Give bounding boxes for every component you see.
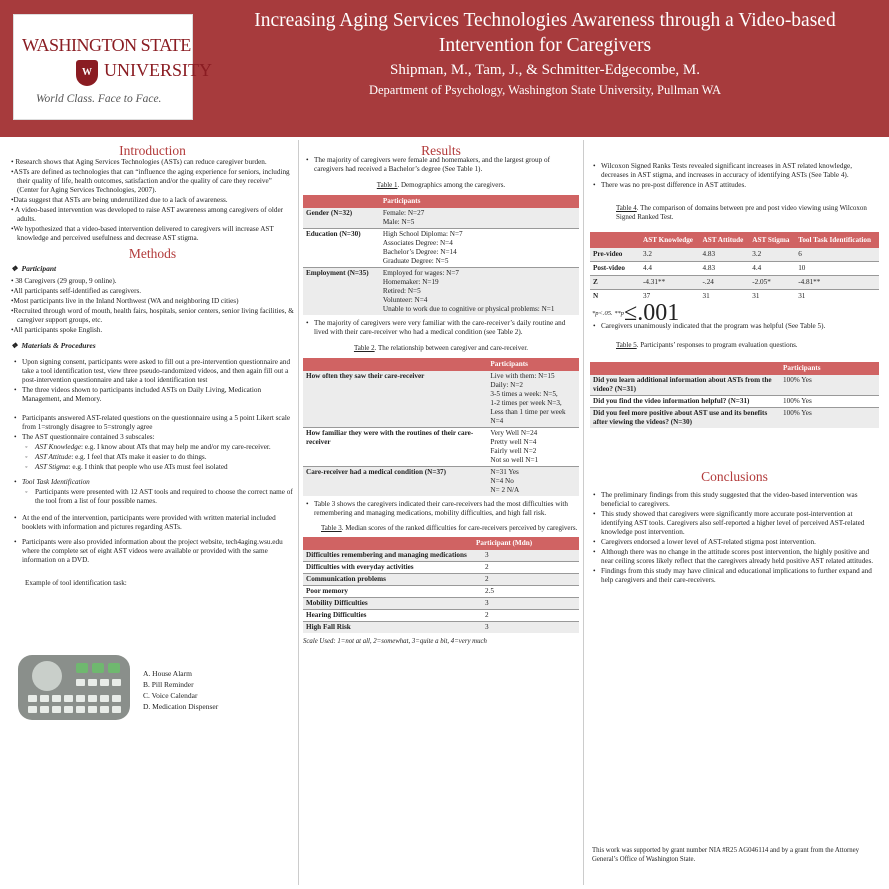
- key-icon: [76, 706, 85, 713]
- column-left: [11, 140, 294, 885]
- cell: 3.2: [749, 248, 795, 262]
- row-values: Employed for wages: N=7 Homemaker: N=19 Retired: N=5 Volunteer: N=4 Unable to work due to cognitive or physical problems: N=1: [380, 268, 579, 316]
- table-row: [590, 375, 879, 396]
- key-icon: [88, 679, 97, 686]
- results-bullets-2: [303, 319, 579, 337]
- key-icon: [100, 679, 109, 686]
- table5-corner: [590, 362, 780, 375]
- key-icon: [76, 679, 85, 686]
- cell: 3.2: [640, 248, 700, 262]
- key-icon: [88, 695, 97, 702]
- tool-option: A. House Alarm: [143, 669, 192, 678]
- row-label: Did you learn additional information about ASTs from the video? (N=31): [590, 375, 780, 396]
- row-label: How often they saw their care-receiver: [303, 371, 487, 428]
- intro-bullet: •ASTs are defined as technologies that can “influence the aging experience for seniors, including their quality of life, health outcomes, satisfaction and/or the quality of care they receive” (Center for Aging Services Technologies, 2007).: [11, 168, 290, 194]
- cell: 31: [749, 290, 795, 304]
- row-value: 100% Yes: [780, 375, 879, 396]
- row-label: Communication problems: [303, 574, 473, 586]
- tool-option: C. Voice Calendar: [143, 691, 198, 700]
- cell: 10: [795, 262, 879, 276]
- row-values: Live with them: N=15 Daily: N=2 3-5 times a week: N=5, 1-2 times per week N=3, Less than 1 time per week N=4: [487, 371, 579, 428]
- table-row: [303, 208, 579, 229]
- cougar-seal-icon: W: [76, 60, 98, 86]
- participant-heading: ❖ Participant: [11, 264, 57, 273]
- row-value: 3: [473, 622, 579, 634]
- conclusion-bullet: • Caregivers endorsed a lower level of AST-related stigma post intervention.: [590, 538, 879, 547]
- column-right: [588, 140, 881, 885]
- scale-note: Scale Used: 1=not at all, 2=somewhat, 3=quite a bit, 4=very much: [303, 638, 487, 645]
- cell: -4.31**: [640, 276, 700, 290]
- acknowledgment: This work was supported by grant number NIA #R25 AG046114 and by a grant from the Attorney General’s Office of Washington State.: [592, 847, 860, 863]
- participant-bullet: •Most participants live in the Inland Northwest (WA and neighboring ID cities): [11, 297, 239, 305]
- conclusion-bullet: • Although there was no change in the attitude scores post intervention, the highly positive and near ceiling scores likely reflect that the caregivers already held positive AST related attitudes.: [590, 548, 879, 566]
- logo-line1: WASHINGTON STATE: [22, 35, 191, 55]
- results-bullet: • The majority of caregivers were very familiar with the care-receiver’s daily routine and lived with their care-receiver who had a medical condition (see Table 2).: [303, 319, 579, 337]
- table-row: [303, 371, 579, 428]
- tool-option: D. Medication Dispenser: [143, 702, 219, 711]
- table3-header: Participant (Mdn): [473, 537, 579, 550]
- conclusions-heading: Conclusions: [701, 469, 768, 485]
- row-values: High School Diploma: N=7 Associates Degree: N=4 Bachelor’s Degree: N=14 Graduate Degree: N=5: [380, 229, 579, 268]
- row-value: 2: [473, 562, 579, 574]
- table-row: [590, 396, 879, 408]
- end-bullet: • Participants were also provided information about the project website, tech4aging.wsu.edu where the complete set of eight AST videos were available or provided with the same information on a DVD.: [11, 538, 294, 565]
- table-row: [303, 586, 579, 598]
- row-value: 100% Yes: [780, 396, 879, 408]
- row-label: Hearing Difficulties: [303, 610, 473, 622]
- table1-demographics: [303, 195, 579, 315]
- subscale-item: ◦ AST Stigma: e.g. I think that people who use ATs must feel isolated: [11, 463, 294, 472]
- cell: -4.81**: [795, 276, 879, 290]
- table-row: [303, 467, 579, 497]
- table4-wilcoxon: [590, 232, 879, 303]
- intro-bullet: •Data suggest that ASTs are being underutilized due to a lack of awareness.: [11, 196, 228, 204]
- table1-header: Participants: [380, 195, 579, 208]
- row-label: Poor memory: [303, 586, 473, 598]
- helpful-bullet-list: [590, 322, 879, 331]
- conclusion-bullet: • The preliminary findings from this study suggested that the video-based intervention was beneficial to caregivers.: [590, 491, 879, 509]
- table5-caption: Table 5. Participants’ responses to program evaluation questions.: [616, 341, 798, 350]
- row-label: Z: [590, 276, 640, 290]
- poster-title: Increasing Aging Services Technologies Awareness through a Video-based Intervention for Caregivers: [254, 10, 836, 56]
- participant-bullet: •All participants spoke English.: [11, 326, 103, 334]
- row-values: Female: N=27 Male: N=5: [380, 208, 579, 229]
- results-bullets-3: [303, 500, 579, 518]
- questionnaire-bullet: • Participants answered AST-related questions on the questionnaire using a 5 point Likert scale from 1=strongly disagree to 5=strongly agree: [11, 414, 294, 432]
- end-bullet: • At the end of the intervention, participants were provided with written material included booklets with information and pictures regarding ASTs.: [11, 514, 294, 532]
- key-icon: [64, 695, 73, 702]
- table-row: [303, 574, 579, 586]
- wilcoxon-bullets: [590, 162, 879, 190]
- row-label: N: [590, 290, 640, 304]
- key-icon: [28, 706, 37, 713]
- p-value-note: *p<.05. **p≤.001: [592, 300, 680, 327]
- poster-authors: Shipman, M., Tam, J., & Schmitter-Edgecombe, M.: [389, 62, 700, 78]
- green-button-icon: [76, 663, 88, 673]
- conclusion-bullets: [590, 491, 879, 585]
- cell: 31: [795, 290, 879, 304]
- intro-heading: Introduction: [119, 143, 186, 158]
- table-row: [303, 562, 579, 574]
- key-icon: [112, 706, 121, 713]
- results-bullets-1: [303, 156, 579, 174]
- table-row: [303, 268, 579, 316]
- table-row: [303, 622, 579, 634]
- tool-options: [143, 668, 218, 712]
- table-row: [590, 262, 879, 276]
- table5-header: Participants: [780, 362, 879, 375]
- cell: 4.4: [749, 262, 795, 276]
- tool-bullet: ◦ Participants were presented with 12 AST tools and required to choose the correct name of the tool from a list of four possible names.: [11, 488, 294, 506]
- questionnaire-bullet: • The AST questionnaire contained 3 subscales:: [11, 433, 294, 442]
- cell: -.24: [700, 276, 750, 290]
- key-icon: [100, 695, 109, 702]
- row-label: High Fall Risk: [303, 622, 473, 634]
- table4-header: [590, 232, 640, 248]
- table4-header: AST Knowledge: [640, 232, 700, 248]
- tool-example-image: [18, 655, 130, 720]
- table3-caption: Table 3. Median scores of the ranked difficulties for care-receivers perceived by caregivers.: [321, 524, 578, 532]
- table2-relationship: [303, 358, 579, 496]
- subscale-item: ◦ AST Attitude: e.g. I feel that ATs make it easier to do things.: [11, 453, 294, 462]
- cell: 37: [640, 290, 700, 304]
- conclusion-bullet: • Findings from this study may have clinical and educational implications to further expand and help caregivers and their care-receivers.: [590, 567, 879, 585]
- key-icon: [100, 706, 109, 713]
- key-icon: [28, 695, 37, 702]
- column-middle: [298, 140, 584, 885]
- materials-heading: ❖ Materials & Procedures: [11, 341, 96, 350]
- logo-tagline: World Class. Face to Face.: [36, 93, 162, 105]
- key-icon: [88, 706, 97, 713]
- row-value: 100% Yes: [780, 408, 879, 429]
- row-label: Education (N=30): [303, 229, 380, 268]
- table2-caption: Table 2. The relationship between caregiver and care-receiver.: [353, 344, 529, 352]
- key-icon: [112, 679, 121, 686]
- subscale-list: [11, 443, 294, 472]
- table-row: [303, 428, 579, 467]
- helpful-bullet: • Caregivers unanimously indicated that the program was helpful (See Table 5).: [590, 322, 879, 331]
- logo-line2: UNIVERSITY: [104, 60, 212, 80]
- table3-corner: [303, 537, 473, 550]
- intro-bullets: [11, 158, 294, 243]
- row-label: Difficulties remembering and managing medications: [303, 550, 473, 562]
- participant-bullets: [11, 277, 294, 335]
- end-bullets: [11, 514, 294, 565]
- cell: 6: [795, 248, 879, 262]
- methods-heading: Methods: [128, 246, 177, 261]
- table4-caption: Table 4. The comparison of domains between pre and post video viewing using Wilcoxon Signed Ranked Test.: [616, 204, 867, 221]
- table2-corner: [303, 358, 487, 371]
- intro-bullet: • A video-based intervention was developed to raise AST awareness among caregivers of older adults.: [11, 206, 284, 223]
- table3-difficulties: [303, 537, 579, 633]
- table-row: [590, 276, 879, 290]
- table1-caption: Table 1. Demographics among the caregivers.: [376, 181, 506, 189]
- key-icon: [112, 695, 121, 702]
- row-label: Care-receiver had a medical condition (N=37): [303, 467, 487, 497]
- row-value: 2: [473, 610, 579, 622]
- row-label: Difficulties with everyday activities: [303, 562, 473, 574]
- row-label: Pre-video: [590, 248, 640, 262]
- key-icon: [52, 706, 61, 713]
- intro-bullet: • Research shows that Aging Services Technologies (ASTs) can reduce caregiver burden.: [11, 158, 267, 166]
- row-value: 2.5: [473, 586, 579, 598]
- key-icon: [40, 706, 49, 713]
- table5-evaluation: [590, 362, 879, 428]
- results-heading: Results: [421, 143, 461, 158]
- tool-heading: • Tool Task Identification: [11, 478, 294, 487]
- tool-bullets: [11, 488, 294, 506]
- table-row: [303, 229, 579, 268]
- row-value: 3: [473, 550, 579, 562]
- example-label: Example of tool identification task:: [25, 579, 127, 587]
- table4-header: AST Stigma: [749, 232, 795, 248]
- row-value: 3: [473, 598, 579, 610]
- row-label: Employment (N=35): [303, 268, 380, 316]
- row-values: N=31 Yes N=4 No N= 2 N/A: [487, 467, 579, 497]
- participant-bullet: • 38 Caregivers (29 group, 9 online).: [11, 277, 117, 285]
- table4-header: Tool Task Identification: [795, 232, 879, 248]
- row-label: Mobility Difficulties: [303, 598, 473, 610]
- results-bullet: • The majority of caregivers were female and homemakers, and the largest group of caregivers had received a Bachelor’s degree (See Table 1).: [303, 156, 579, 174]
- cell: -2.05*: [749, 276, 795, 290]
- participant-bullet: •All participants self-identified as caregivers.: [11, 287, 142, 295]
- results-bullet: • Table 3 shows the caregivers indicated their care-receivers had the most difficulties with remembering and managing medications, mobility difficulties, and high fall risk.: [303, 500, 579, 518]
- wsu-logo: [13, 14, 212, 120]
- participant-bullet: •Recruited through word of mouth, health fairs, hospitals, senior centers, senior living facilities, & caregiver support groups, etc.: [11, 307, 294, 324]
- green-button-icon: [92, 663, 104, 673]
- materials-bullet: • The three videos shown to participants included ASTs on Daily Living, Medication Management, and Memory.: [11, 386, 294, 404]
- cell: 4.4: [640, 262, 700, 276]
- green-button-icon: [108, 663, 120, 673]
- conclusion-bullet: • This study showed that caregivers were significantly more accurate post-intervention at identifying AST tools. Caregivers also self-reported a higher level of perceived AST-related knowledge post intervention.: [590, 510, 879, 537]
- row-label: Did you feel more positive about AST use and its benefits after viewing the videos? (N=30): [590, 408, 780, 429]
- intro-bullet: •We hypothesized that a video-based intervention delivered to caregivers will increase AST knowledge and perceived usefulness and decrease AST stigma.: [11, 225, 274, 242]
- row-label: Post-video: [590, 262, 640, 276]
- cell: 4.83: [700, 248, 750, 262]
- dial-ring-icon: [32, 661, 62, 691]
- row-value: 2: [473, 574, 579, 586]
- row-label: Did you find the video information helpful? (N=31): [590, 396, 780, 408]
- table-row: [303, 610, 579, 622]
- questionnaire-bullets: [11, 414, 294, 442]
- subscale-item: ◦ AST Knowledge: e.g. I know about ATs that may help me and/or my care-receiver.: [11, 443, 294, 452]
- table-row: [303, 550, 579, 562]
- row-label: Gender (N=32): [303, 208, 380, 229]
- poster-header: [0, 0, 889, 137]
- wilcoxon-bullet: • Wilcoxon Signed Ranks Tests revealed significant increases in AST related knowledge, decreases in AST stigma, and increases in accuracy of identifying ASTs (See Table 4).: [590, 162, 879, 180]
- materials-bullet: • Upon signing consent, participants were asked to fill out a pre-intervention questionnaire and take a tool identification test, view three pseudo-randomized videos, and then again fill out a post-intervention questionnaire and take a tool identification test: [11, 358, 294, 385]
- poster-department: Department of Psychology, Washington State University, Pullman WA: [368, 83, 722, 97]
- table1-corner: [303, 195, 380, 208]
- table-row: [303, 598, 579, 610]
- table4-header: AST Attitude: [700, 232, 750, 248]
- tool-option: B. Pill Reminder: [143, 680, 194, 689]
- tool-section: [11, 478, 294, 487]
- key-icon: [52, 695, 61, 702]
- key-icon: [40, 695, 49, 702]
- table-row: [590, 408, 879, 429]
- table-row: [590, 248, 879, 262]
- table2-header: Participants: [487, 358, 579, 371]
- wilcoxon-bullet: • There was no pre-post difference in AST attitudes.: [590, 181, 879, 190]
- key-icon: [64, 706, 73, 713]
- cell: 4.83: [700, 262, 750, 276]
- row-values: Very Well N=24 Pretty well N=4 Fairly well N=2 Not so well N=1: [487, 428, 579, 467]
- key-icon: [76, 695, 85, 702]
- materials-bullets: [11, 358, 294, 404]
- cell: 31: [700, 290, 750, 304]
- row-label: How familiar they were with the routines of their care-receiver: [303, 428, 487, 467]
